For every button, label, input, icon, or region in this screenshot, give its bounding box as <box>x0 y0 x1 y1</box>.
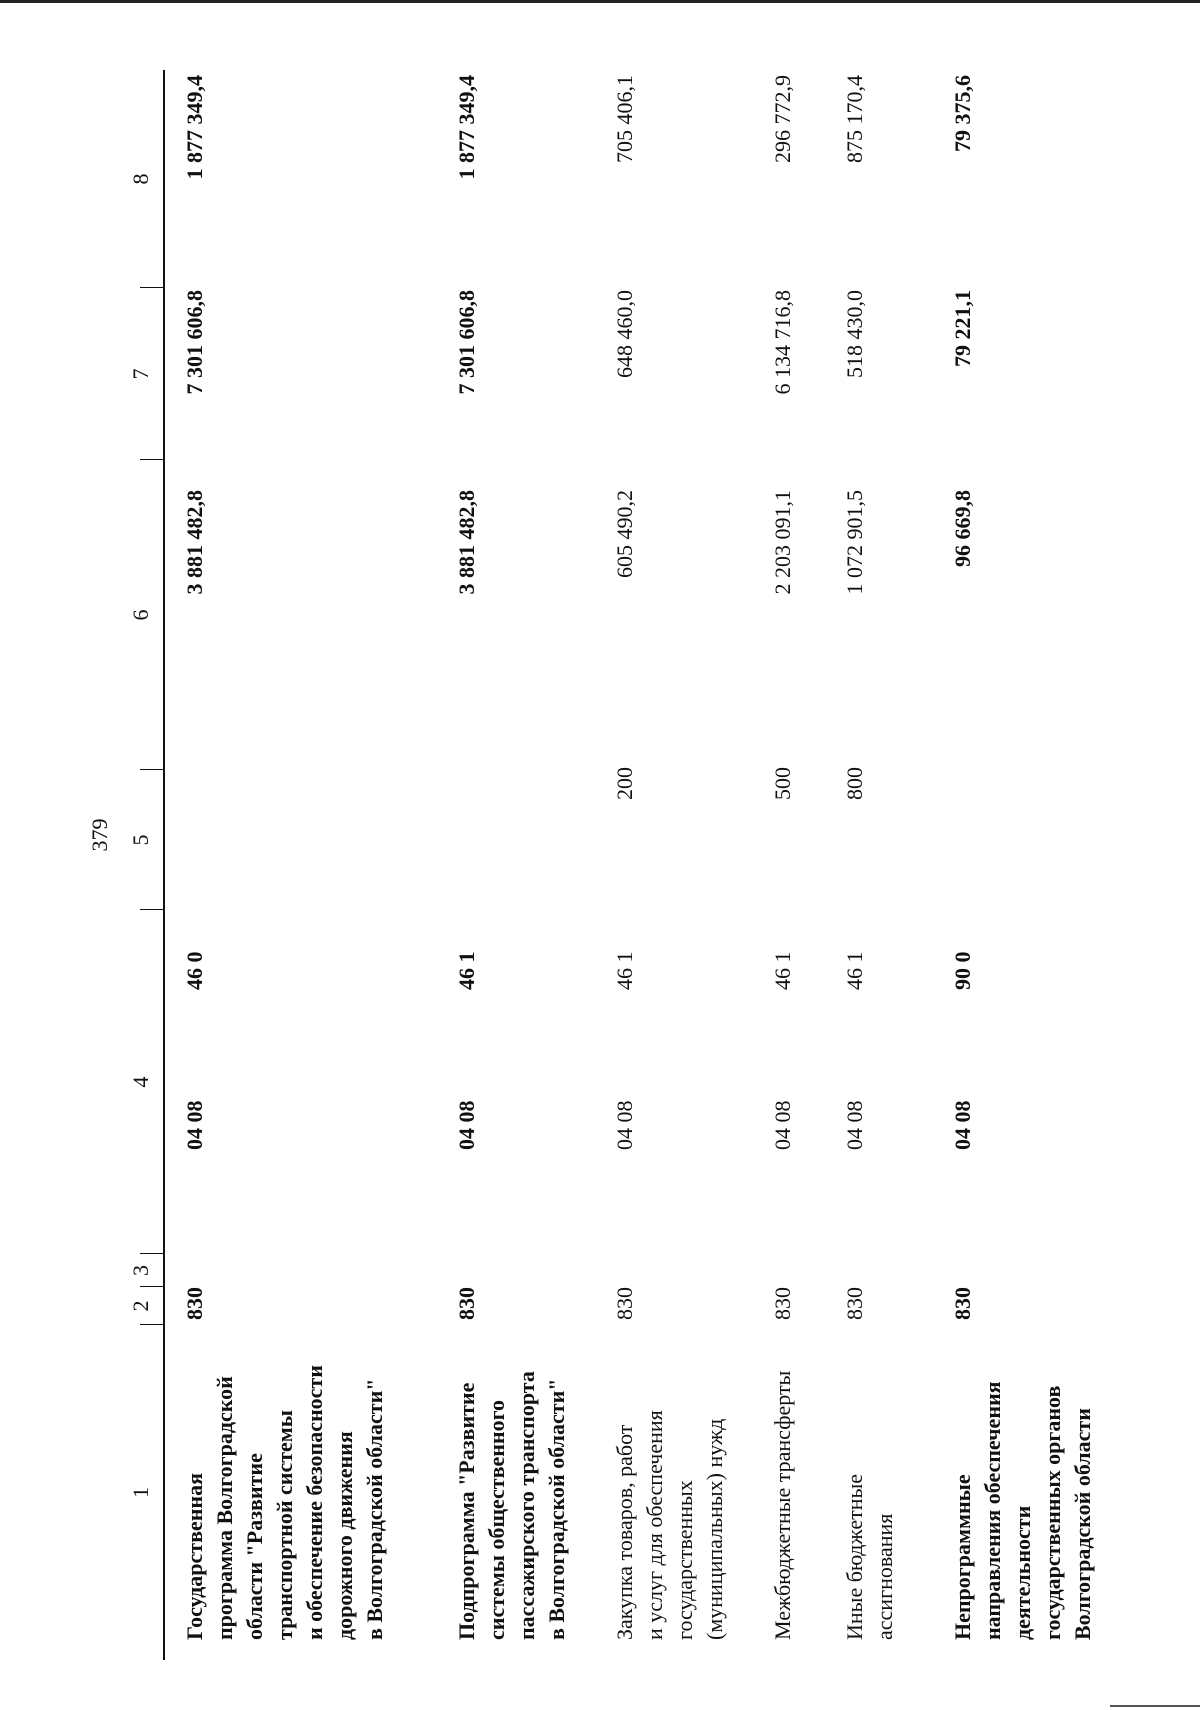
table-header <box>118 70 165 1660</box>
row-col-8: 705 406,1 <box>612 75 637 163</box>
row-col-2: 830 <box>454 1287 479 1320</box>
row-col-7: 79 221,1 <box>950 290 975 367</box>
row-col-7: 7 301 606,8 <box>454 290 479 395</box>
row-col-2: 830 <box>612 1287 637 1320</box>
header-col-1: 1 <box>128 1487 153 1498</box>
row-col-4: 46 1 <box>842 951 867 990</box>
row-col-7: 518 430,0 <box>842 290 867 378</box>
row-col-4: 46 1 <box>612 951 637 990</box>
row-col-6: 1 072 901,5 <box>842 490 867 595</box>
row-name-line: транспортной системы <box>272 1410 297 1640</box>
row-col-7: 648 460,0 <box>612 290 637 378</box>
row-name-line: пассажирского транспорта <box>514 1371 539 1640</box>
row-name-line: государственных <box>672 1480 697 1640</box>
row-col-6: 2 203 091,1 <box>770 490 795 595</box>
row-name <box>610 1340 730 1640</box>
row-col-2: 830 <box>182 1287 207 1320</box>
row-col-6: 3 881 482,8 <box>182 490 207 595</box>
row-col-4: 46 1 <box>770 951 795 990</box>
row-col-4: 90 0 <box>950 951 975 990</box>
scan-edge-bottom <box>1110 1705 1200 1707</box>
row-col-6: 3 881 482,8 <box>454 490 479 595</box>
row-name-line: дорожного движения <box>332 1431 357 1640</box>
row-name-line: Межбюджетные трансферты <box>770 1370 795 1640</box>
row-col-2: 830 <box>842 1287 867 1320</box>
header-col-6: 6 <box>128 609 153 621</box>
budget-table <box>0 70 1095 1710</box>
row-name-line: программа Волгоградской <box>212 1376 237 1640</box>
row-col-3: 04 08 <box>182 1100 207 1150</box>
row-name-line: ассигнования <box>872 1513 897 1640</box>
header-col-4: 4 <box>128 1076 153 1088</box>
row-col-4: 46 0 <box>182 951 207 990</box>
row-col-8: 875 170,4 <box>842 75 867 163</box>
row-name-line: Подпрограмма "Развитие <box>454 1382 479 1640</box>
row-col-8: 296 772,9 <box>770 75 795 163</box>
row-name <box>948 1340 1098 1640</box>
row-name-line: (муниципальных) нужд <box>702 1418 727 1640</box>
row-name-line: Государственная <box>182 1473 207 1640</box>
row-col-6: 605 490,2 <box>612 490 637 578</box>
row-col-5: 200 <box>612 767 637 800</box>
row-col-2: 830 <box>770 1287 795 1320</box>
row-col-2: 830 <box>950 1287 975 1320</box>
row-col-3: 04 08 <box>454 1100 479 1150</box>
row-name-line: Закупка товаров, работ <box>612 1424 637 1640</box>
row-name-line: в Волгоградской области" <box>362 1378 387 1640</box>
row-name-line: Иные бюджетные <box>842 1473 867 1640</box>
page-number: 379 <box>87 818 112 852</box>
row-col-7: 6 134 716,8 <box>770 290 795 395</box>
row-col-3: 04 08 <box>612 1100 637 1150</box>
row-name <box>180 1340 390 1640</box>
row-col-3: 04 08 <box>770 1100 795 1150</box>
row-name-line: системы общественного <box>484 1399 509 1640</box>
row-col-3: 04 08 <box>950 1100 975 1150</box>
row-col-3: 04 08 <box>842 1100 867 1150</box>
row-name <box>452 1340 572 1640</box>
row-name-line: и обеспечение безопасности <box>302 1365 327 1640</box>
row-col-7: 7 301 606,8 <box>182 290 207 395</box>
row-col-5: 800 <box>842 767 867 800</box>
row-col-6: 96 669,8 <box>950 490 975 567</box>
row-name <box>768 1340 798 1640</box>
header-col-5: 5 <box>128 834 153 846</box>
scan-edge-top <box>0 0 1200 3</box>
row-name-line: государственных органов <box>1040 1385 1065 1640</box>
row-name-line: области "Развитие <box>242 1453 267 1640</box>
row-col-5: 500 <box>770 767 795 800</box>
header-col-3: 3 <box>128 1265 153 1276</box>
row-name-line: и услуг для обеспечения <box>642 1410 667 1640</box>
header-col-2: 2 <box>128 1300 153 1312</box>
row-col-4: 46 1 <box>454 951 479 990</box>
row-col-8: 1 877 349,4 <box>182 75 207 180</box>
row-name-line: деятельности <box>1010 1505 1035 1640</box>
row-name-line: направления обеспечения <box>980 1381 1005 1640</box>
row-name-line: Непрограммные <box>950 1474 975 1640</box>
header-col-7: 7 <box>128 368 153 380</box>
header-col-8: 8 <box>128 173 153 185</box>
row-name <box>840 1340 900 1640</box>
row-name-line: Волгоградской области <box>1070 1408 1095 1640</box>
row-col-8: 1 877 349,4 <box>454 75 479 180</box>
row-name-line: в Волгоградской области" <box>544 1378 569 1640</box>
row-col-8: 79 375,6 <box>950 75 975 152</box>
